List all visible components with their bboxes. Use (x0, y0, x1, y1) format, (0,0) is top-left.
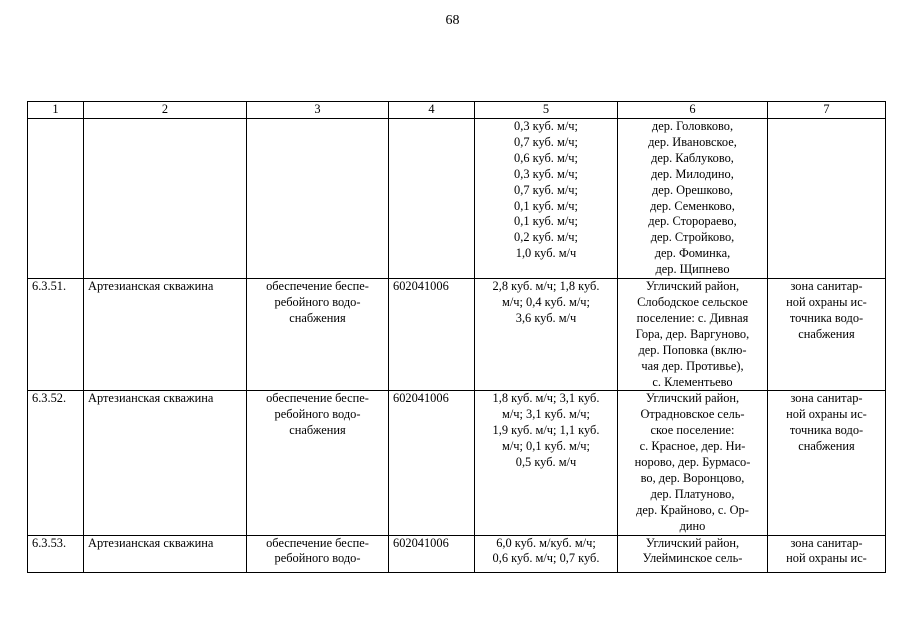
cell-num: 6.3.52. (28, 391, 84, 535)
cell-purpose: обеспечение беспе- ребойного водо- снабжения (247, 279, 389, 391)
cell-location: Угличский район, Отрадновское сель- ское поселение: с. Красное, дер. Ни- норово, дер. Бурмасо- во, дер. Воронцово, дер. Платуново, дер. Крайново, с. Ор- дино (618, 391, 768, 535)
col-header-5: 5 (475, 102, 618, 119)
cell-code: 602041006 (389, 535, 475, 572)
cell-zone: зона санитар- ной охраны ис- точника водо- снабжения (768, 279, 886, 391)
cell-capacity: 2,8 куб. м/ч; 1,8 куб. м/ч; 0,4 куб. м/ч; 3,6 куб. м/ч (475, 279, 618, 391)
cell-zone: зона санитар- ной охраны ис- (768, 535, 886, 572)
cell-name: Артезианская скважина (84, 391, 247, 535)
col-header-1: 1 (28, 102, 84, 119)
cell-location: Угличский район, Улейминское сель- (618, 535, 768, 572)
table-row-6-3-53 (28, 535, 886, 572)
col-header-7: 7 (768, 102, 886, 119)
table-row-6-3-52 (28, 391, 886, 535)
cell-num (28, 119, 84, 279)
cell-purpose (247, 119, 389, 279)
cell-name: Артезианская скважина (84, 279, 247, 391)
cell-capacity: 1,8 куб. м/ч; 3,1 куб. м/ч; 3,1 куб. м/ч; 1,9 куб. м/ч; 1,1 куб. м/ч; 0,1 куб. м/ч; 0,5 куб. м/ч (475, 391, 618, 535)
cell-code: 602041006 (389, 279, 475, 391)
cell-capacity: 6,0 куб. м/куб. м/ч; 0,6 куб. м/ч; 0,7 куб. (475, 535, 618, 572)
data-table (27, 101, 886, 573)
cell-zone: зона санитар- ной охраны ис- точника водо- снабжения (768, 391, 886, 535)
table-row-continuation (28, 119, 886, 279)
table-row-6-3-51 (28, 279, 886, 391)
cell-name (84, 119, 247, 279)
cell-code: 602041006 (389, 391, 475, 535)
cell-zone (768, 119, 886, 279)
cell-name: Артезианская скважина (84, 535, 247, 572)
cell-code (389, 119, 475, 279)
col-header-4: 4 (389, 102, 475, 119)
cell-num: 6.3.51. (28, 279, 84, 391)
col-header-3: 3 (247, 102, 389, 119)
cell-purpose: обеспечение беспе- ребойного водо- снабжения (247, 391, 389, 535)
col-header-2: 2 (84, 102, 247, 119)
cell-purpose: обеспечение беспе- ребойного водо- (247, 535, 389, 572)
col-header-6: 6 (618, 102, 768, 119)
header-row (28, 102, 886, 119)
page-number: 68 (445, 13, 460, 28)
cell-location: Угличский район, Слободское сельское поселение: с. Дивная Гора, дер. Варгуново, дер. Поповка (вклю- чая дер. Противье), с. Клементьево (618, 279, 768, 391)
cell-location: дер. Головково, дер. Ивановское, дер. Каблуково, дер. Милодино, дер. Орешково, дер. Семенково, дер. Сторораево, дер. Стройково, дер. Фоминка, дер. Щипнево (618, 119, 768, 279)
cell-num: 6.3.53. (28, 535, 84, 572)
cell-capacity: 0,3 куб. м/ч; 0,7 куб. м/ч; 0,6 куб. м/ч; 0,3 куб. м/ч; 0,7 куб. м/ч; 0,1 куб. м/ч; 0,1 куб. м/ч; 0,2 куб. м/ч; 1,0 куб. м/ч (475, 119, 618, 279)
